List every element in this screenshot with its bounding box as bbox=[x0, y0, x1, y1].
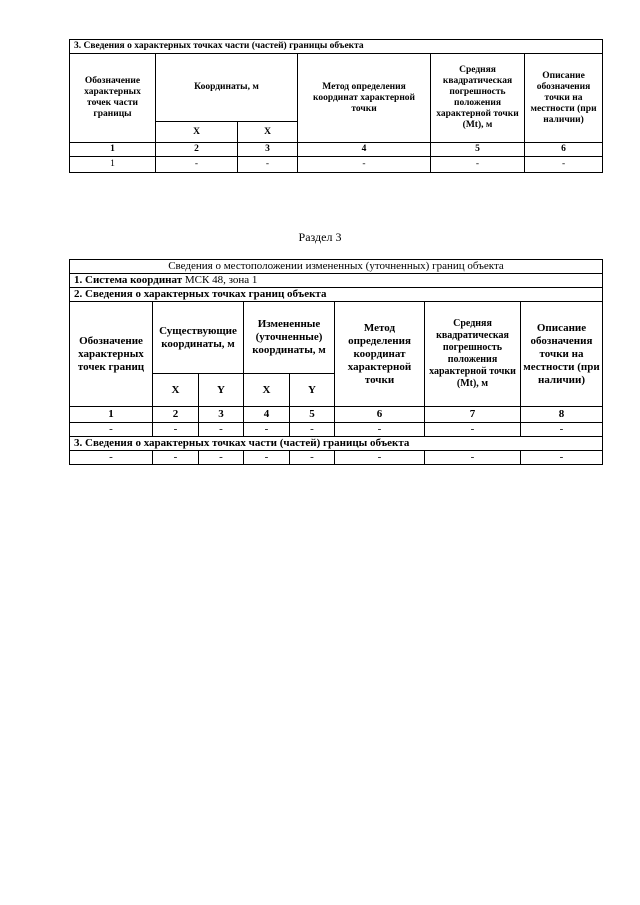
parts-header: 3. Сведения о характерных точках части (частей) границы объекта bbox=[70, 437, 603, 451]
header-y: Y bbox=[290, 374, 335, 407]
table-cell: - bbox=[425, 451, 521, 465]
table-cell: - bbox=[298, 157, 431, 173]
header-error: Средняя квадратическая погрешность положения характерной точки (Mt), м bbox=[431, 54, 525, 143]
table-row bbox=[70, 423, 603, 437]
table-cell: - bbox=[156, 157, 238, 173]
table-cell: - bbox=[335, 451, 425, 465]
table-cell: 1 bbox=[70, 157, 156, 173]
boundary-location-table bbox=[69, 259, 603, 465]
table-cell: - bbox=[70, 423, 153, 437]
table-cell: - bbox=[521, 423, 603, 437]
header-changed-coordinates: Измененные (уточненные) координаты, м bbox=[244, 302, 335, 374]
coord-system-value: МСК 48, зона 1 bbox=[184, 274, 258, 286]
column-number: 6 bbox=[525, 143, 603, 157]
header-method: Метод определения координат характерной точки bbox=[298, 54, 431, 143]
table2-title: Сведения о местоположении измененных (уточненных) границ объекта bbox=[70, 260, 603, 274]
table-row bbox=[70, 451, 603, 465]
header-y: Y bbox=[199, 374, 244, 407]
column-number: 7 bbox=[425, 407, 521, 423]
points-header: 2. Сведения о характерных точках границ объекта bbox=[70, 288, 603, 302]
column-number: 2 bbox=[156, 143, 238, 157]
column-number: 1 bbox=[70, 407, 153, 423]
column-number: 2 bbox=[153, 407, 199, 423]
table-cell: - bbox=[425, 423, 521, 437]
header-designation: Обозначение характерных точек части границы bbox=[70, 54, 156, 143]
header-description: Описание обозначения точки на местности (при наличии) bbox=[521, 302, 603, 407]
section-title: Раздел 3 bbox=[298, 230, 342, 244]
parts-points-table bbox=[69, 39, 603, 173]
header-coordinates: Координаты, м bbox=[156, 54, 298, 122]
column-number: 4 bbox=[298, 143, 431, 157]
column-number: 5 bbox=[290, 407, 335, 423]
coord-system-label: 1. Система координат bbox=[74, 274, 183, 286]
header-x: X bbox=[238, 122, 298, 143]
header-existing-coordinates: Существующие координаты, м bbox=[153, 302, 244, 374]
table-cell: - bbox=[244, 423, 290, 437]
column-number: 6 bbox=[335, 407, 425, 423]
table-cell: - bbox=[525, 157, 603, 173]
coord-system-row bbox=[70, 274, 603, 288]
table-cell: - bbox=[521, 451, 603, 465]
table-cell: - bbox=[153, 451, 199, 465]
header-x: X bbox=[156, 122, 238, 143]
header-error: Средняя квадратическая погрешность положения характерной точки (Mt), м bbox=[425, 302, 521, 407]
table-cell: - bbox=[199, 451, 244, 465]
table-cell: - bbox=[244, 451, 290, 465]
column-number: 8 bbox=[521, 407, 603, 423]
header-description: Описание обозначения точки на местности (при наличии) bbox=[525, 54, 603, 143]
column-number: 3 bbox=[238, 143, 298, 157]
header-method: Метод определения координат характерной точки bbox=[335, 302, 425, 407]
table1-section-header: 3. Сведения о характерных точках части (частей) границы объекта bbox=[70, 40, 603, 54]
column-number: 3 bbox=[199, 407, 244, 423]
table-cell: - bbox=[290, 423, 335, 437]
table-cell: - bbox=[153, 423, 199, 437]
table-cell: - bbox=[70, 451, 153, 465]
header-designation: Обозначение характерных точек границ bbox=[70, 302, 153, 407]
column-number: 1 bbox=[70, 143, 156, 157]
table-cell: - bbox=[199, 423, 244, 437]
table-cell: - bbox=[290, 451, 335, 465]
column-number: 4 bbox=[244, 407, 290, 423]
table-cell: - bbox=[238, 157, 298, 173]
column-number: 5 bbox=[431, 143, 525, 157]
table-cell: - bbox=[335, 423, 425, 437]
header-x: X bbox=[153, 374, 199, 407]
table-cell: - bbox=[431, 157, 525, 173]
header-x: X bbox=[244, 374, 290, 407]
table-row bbox=[70, 157, 603, 173]
